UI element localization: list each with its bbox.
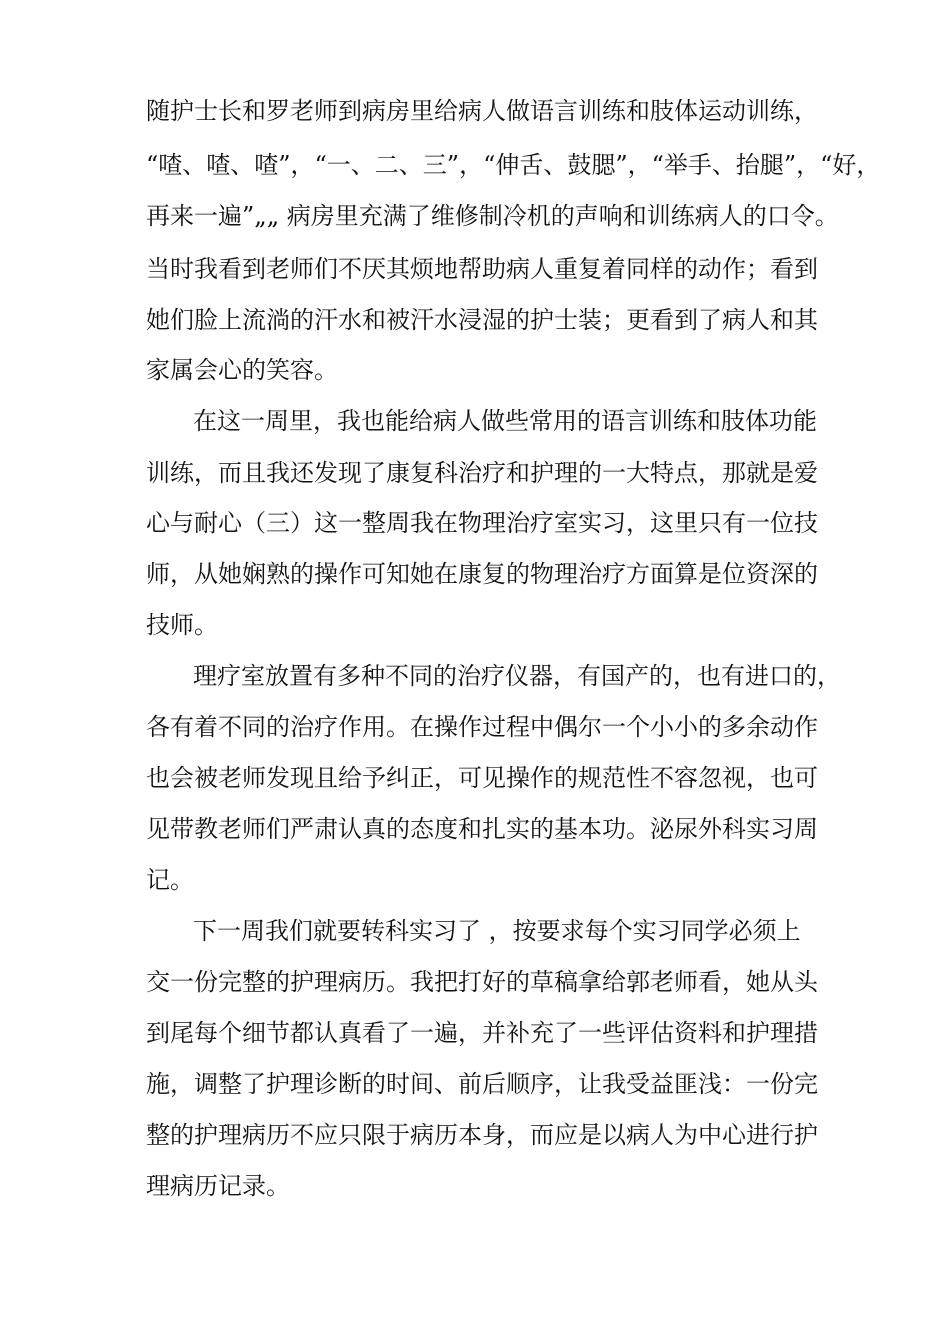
text-line: 心与耐心（三）这一整周我在物理治疗室实习，这里只有一位技 bbox=[146, 509, 818, 537]
text-line: 交一份完整的护理病历。我把打好的草稿拿给郭老师看，她从头 bbox=[146, 968, 818, 996]
text-line: 再来一遍”„„ 病房里充满了维修制冷机的声响和训练病人的口令。 bbox=[146, 202, 839, 230]
text-line: 到尾每个细节都认真看了一遍，并补充了一些评估资料和护理措 bbox=[146, 1019, 818, 1047]
text-line: 随护士长和罗老师到病房里给病人做语言训练和肢体运动训练， bbox=[146, 97, 818, 125]
text-line: 下一周我们就要转科实习了 ，按要求每个实习同学必须上 bbox=[193, 917, 801, 945]
text-line: 各有着不同的治疗作用。在操作过程中偶尔一个小小的多余动作 bbox=[146, 713, 818, 741]
text-line: 见带教老师们严肃认真的态度和扎实的基本功。泌尿外科实习周 bbox=[146, 815, 818, 843]
text-line: 家属会心的笑容。 bbox=[146, 356, 338, 384]
text-line: 理疗室放置有多种不同的治疗仪器，有国产的，也有进口的， bbox=[193, 662, 841, 690]
text-line: 在这一周里，我也能给病人做些常用的语言训练和肢体功能 bbox=[193, 407, 817, 435]
text-line: 训练，而且我还发现了康复科治疗和护理的一大特点，那就是爱 bbox=[146, 459, 818, 487]
text-line: “喳、喳、喳”，“一、二、三”，“伸舌、鼓腮”，“举手、抬腿”，“好， bbox=[146, 151, 881, 179]
text-line: 整的护理病历不应只限于病历本身，而应是以病人为中心进行护 bbox=[146, 1121, 818, 1149]
text-line: 当时我看到老师们不厌其烦地帮助病人重复着同样的动作；看到 bbox=[146, 255, 818, 283]
text-line: 理病历记录。 bbox=[146, 1172, 290, 1200]
text-line: 师，从她娴熟的操作可知她在康复的物理治疗方面算是位资深的 bbox=[146, 560, 818, 588]
text-line: 她们脸上流淌的汗水和被汗水浸湿的护士装；更看到了病人和其 bbox=[146, 306, 818, 334]
text-line: 也会被老师发现且给予纠正，可见操作的规范性不容忽视，也可 bbox=[146, 764, 818, 792]
text-line: 施，调整了护理诊断的时间、前后顺序，让我受益匪浅：一份完 bbox=[146, 1070, 818, 1098]
text-line: 技师。 bbox=[146, 611, 218, 639]
text-line: 记。 bbox=[146, 866, 194, 894]
